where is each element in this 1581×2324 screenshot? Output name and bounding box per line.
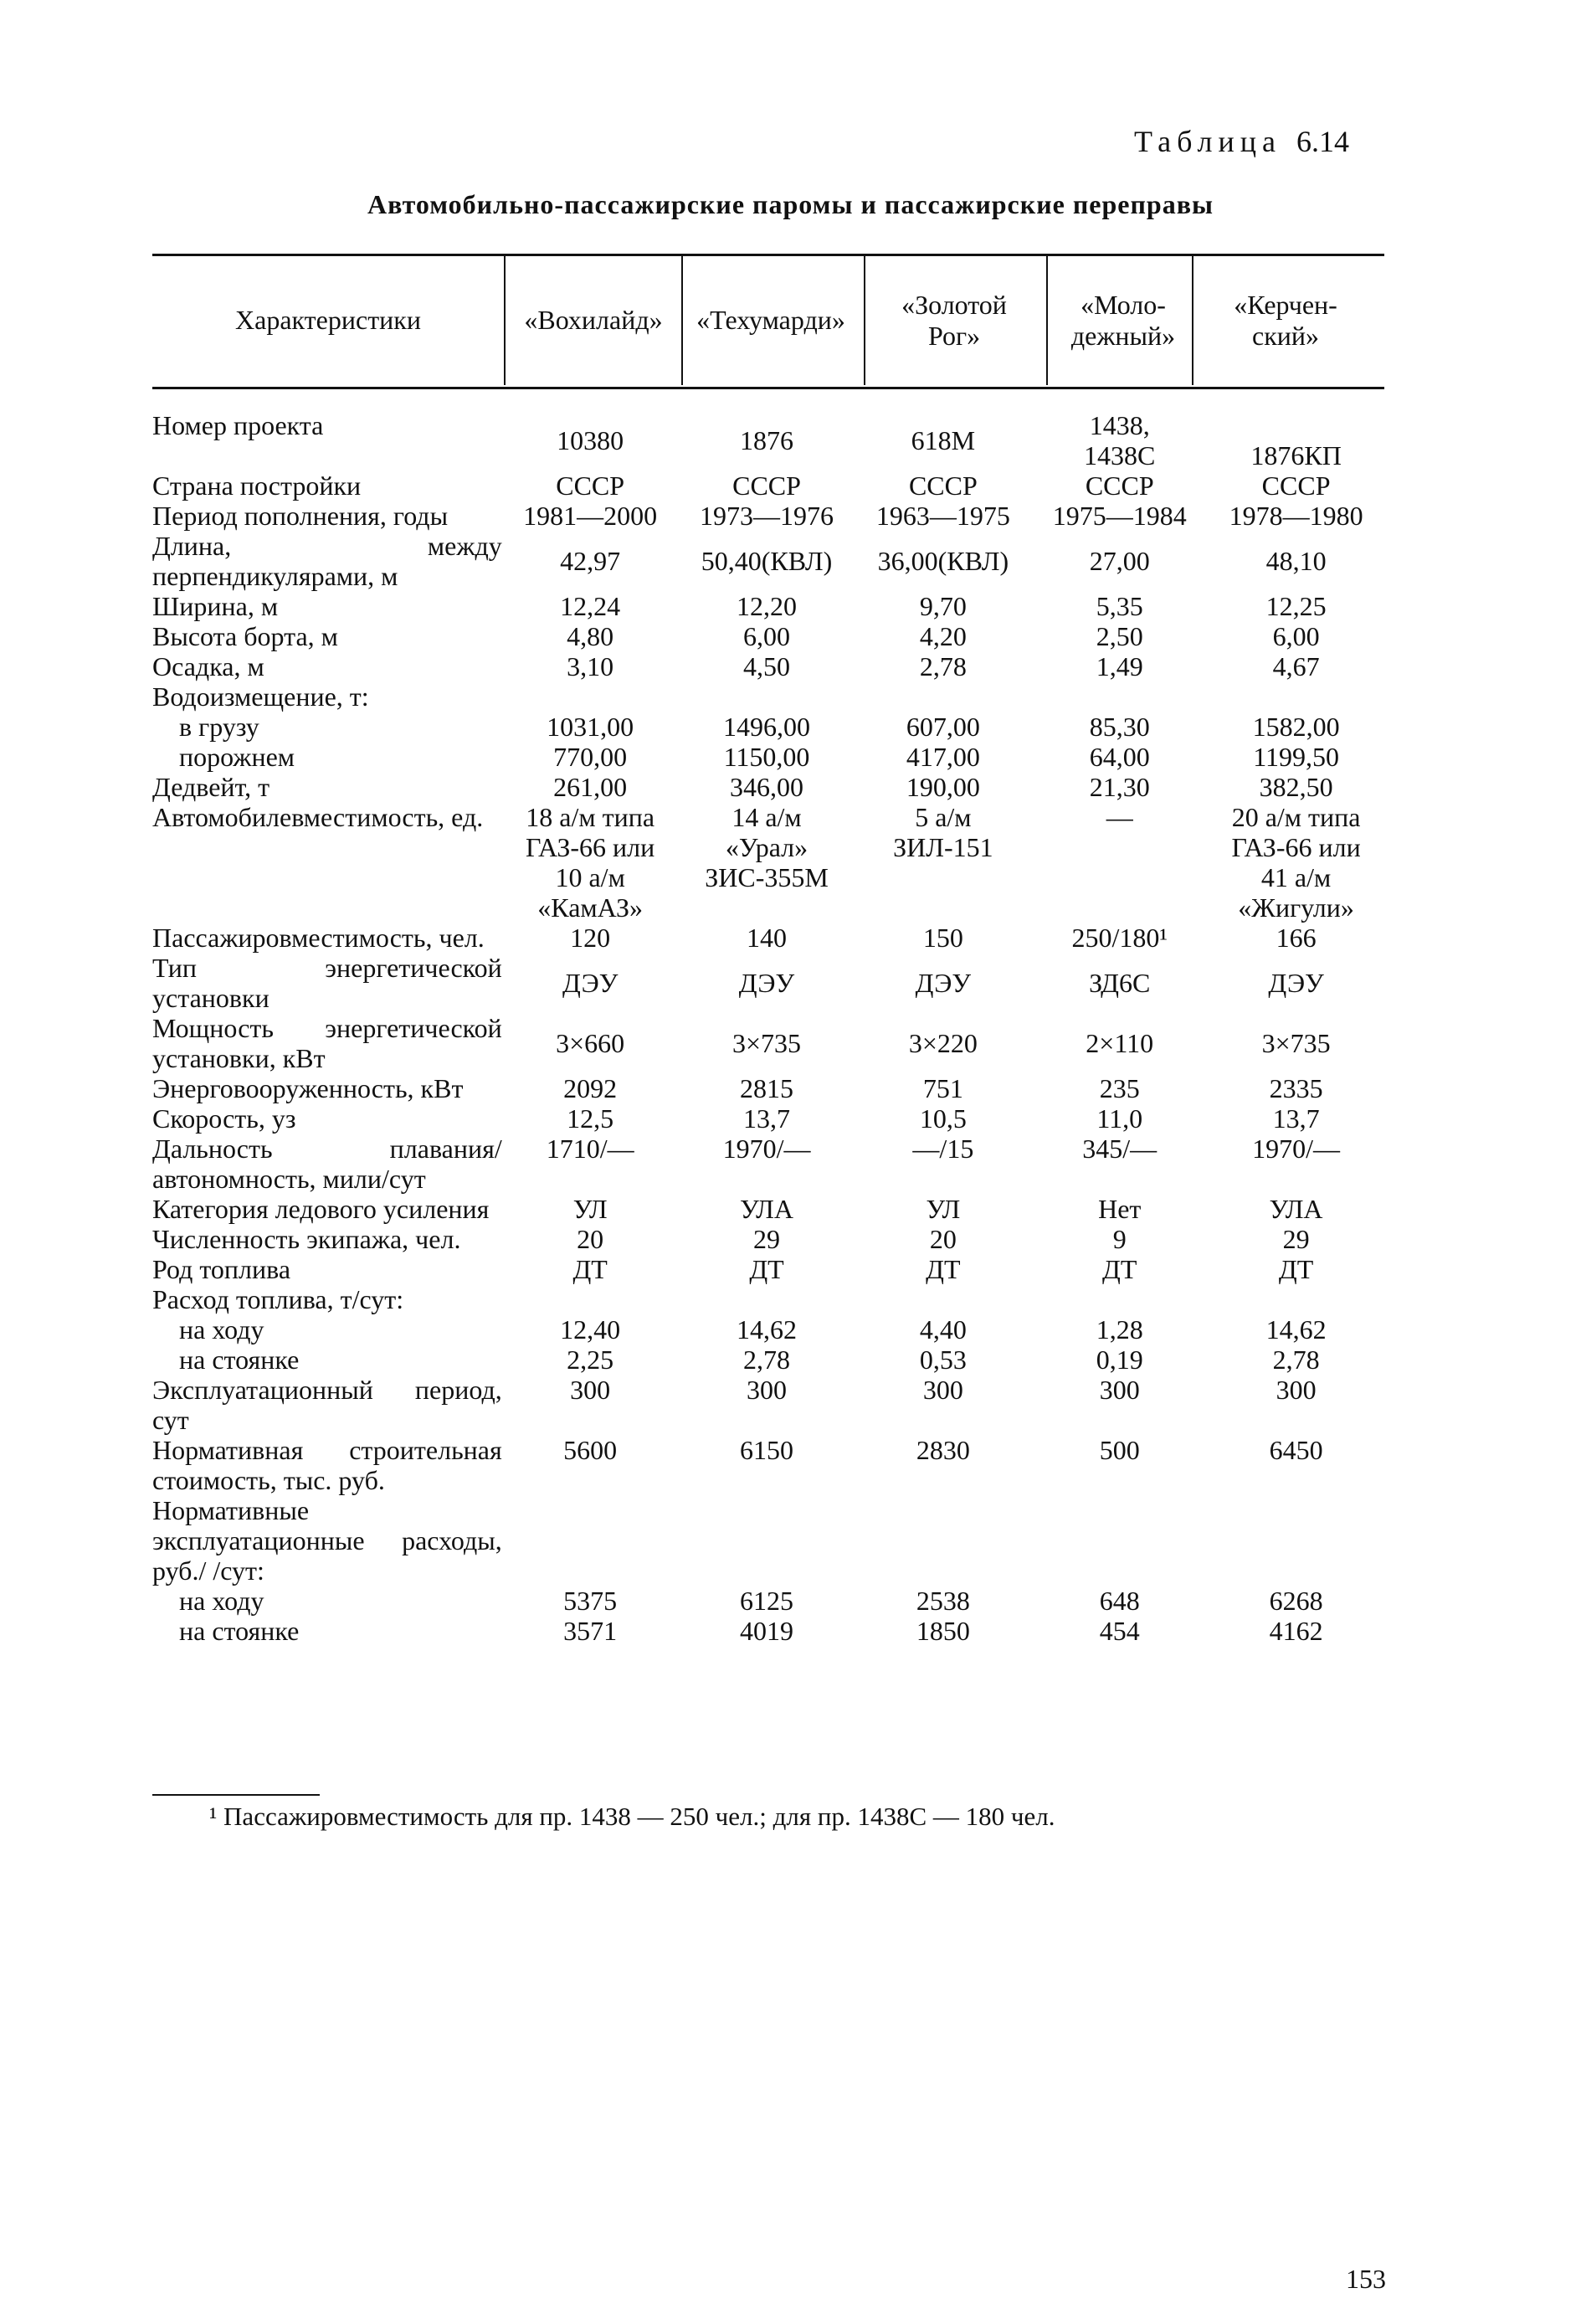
row-value: 27,00: [1089, 546, 1150, 576]
row-label: Дедвейт, т: [152, 772, 270, 802]
row-label: Тип энергетической установки: [152, 953, 502, 1013]
row-value: 10,5: [919, 1103, 967, 1134]
row-label: Нормативная строительная стоимость, тыс. руб.: [152, 1435, 502, 1495]
row-label: Дальность плавания/автономность, мили/сут: [152, 1134, 502, 1194]
table-row: [152, 1345, 1384, 1375]
column-header-tehumardi: «Техумарди»: [696, 305, 845, 336]
table-row: [152, 1375, 1384, 1435]
column-header-characteristics: Характеристики: [235, 305, 421, 336]
row-value: 751: [922, 1073, 963, 1103]
row-value: 3×660: [556, 1028, 625, 1058]
footnote: ¹ Пассажировместимость для пр. 1438 — 250 чел.; для пр. 1438С — 180 чел.: [209, 1802, 1055, 1831]
row-value: 6,00: [1272, 621, 1320, 651]
row-label: Страна постройки: [152, 470, 362, 501]
row-value: [1208, 1495, 1384, 1586]
row-value: СССР: [556, 470, 625, 501]
row-label: Род топлива: [152, 1254, 291, 1284]
row-value: 2,25: [567, 1345, 614, 1375]
column-header-zolotoi-rog: «Золотой Рог»: [901, 289, 1007, 351]
table-row: [152, 410, 1384, 470]
row-value: —/15: [912, 1134, 974, 1164]
row-value: 2092: [563, 1073, 618, 1103]
table-row: [152, 501, 1384, 531]
row-value: 2,78: [743, 1345, 791, 1375]
row-value: 29: [753, 1224, 780, 1254]
row-value: ДЭУ: [562, 968, 619, 998]
table-row: [152, 1134, 1384, 1194]
row-value: [679, 1495, 855, 1586]
row-value: [1208, 1284, 1384, 1314]
row-value: 300: [922, 1375, 963, 1405]
row-value: СССР: [732, 470, 801, 501]
row-value: 235: [1099, 1073, 1140, 1103]
table-row: [152, 953, 1384, 1013]
column-header-kerchensky: «Керчен-ский»: [1234, 289, 1337, 351]
header-bottom-rule: [152, 387, 1384, 389]
table-label: [1134, 124, 1349, 159]
row-value: 1199,50: [1253, 742, 1339, 772]
row-value: 190,00: [906, 772, 980, 802]
row-label: Осадка, м: [152, 651, 264, 681]
row-value: 11,0: [1096, 1103, 1143, 1134]
row-value: 36,00(КВЛ): [877, 546, 1009, 576]
row-value: [1208, 681, 1384, 712]
row-value: 4,20: [919, 621, 967, 651]
row-value: 1876: [740, 425, 793, 455]
table-row: [152, 802, 1384, 923]
row-value: 300: [747, 1375, 787, 1405]
row-value: 4,40: [919, 1314, 967, 1345]
row-value: 454: [1099, 1616, 1140, 1646]
row-value: 2,78: [1272, 1345, 1320, 1375]
row-value: ДТ: [1278, 1254, 1314, 1284]
row-value: 500: [1099, 1435, 1140, 1465]
row-value: 12,40: [560, 1314, 621, 1345]
row-value: 1970/—: [1252, 1134, 1341, 1164]
row-value: УЛА: [740, 1194, 793, 1224]
row-value: 382,50: [1259, 772, 1333, 802]
row-value: 300: [1276, 1375, 1317, 1405]
row-label: Энерговооруженность, кВт: [152, 1073, 464, 1103]
table-row: [152, 1224, 1384, 1254]
row-value: 5375: [563, 1586, 618, 1616]
table-row: [152, 1586, 1384, 1616]
row-value: 85,30: [1089, 712, 1150, 742]
row-value: 13,7: [1272, 1103, 1320, 1134]
row-value: [855, 681, 1031, 712]
column-divider: [1192, 255, 1193, 385]
table-row: [152, 923, 1384, 953]
row-label: Нормативные эксплуатационные расходы, руб./ /сут:: [152, 1495, 502, 1586]
row-value: 648: [1099, 1586, 1140, 1616]
row-value: 12,25: [1265, 591, 1327, 621]
row-value: 5 а/м ЗИЛ-151: [893, 802, 993, 862]
row-value: ДТ: [572, 1254, 608, 1284]
row-value: 1496,00: [723, 712, 811, 742]
row-value: 14,62: [1265, 1314, 1327, 1345]
row-label: Пассажировместимость, чел.: [152, 923, 485, 953]
row-value: [679, 1284, 855, 1314]
row-value: 1150,00: [723, 742, 810, 772]
row-label: Численность экипажа, чел.: [152, 1224, 461, 1254]
row-value: 6150: [740, 1435, 793, 1465]
row-value: 2335: [1269, 1073, 1323, 1103]
table-body: [152, 410, 1384, 1646]
row-value: 1850: [916, 1616, 970, 1646]
row-value: 6125: [740, 1586, 794, 1616]
table-row: [152, 1495, 1384, 1586]
row-value: ДЭУ: [915, 968, 972, 998]
row-value: 0,19: [1096, 1345, 1143, 1375]
row-value: 1970/—: [722, 1134, 811, 1164]
row-value: 1975—1984: [1052, 501, 1187, 531]
row-value: 1,49: [1096, 651, 1143, 681]
row-value: 1582,00: [1252, 712, 1340, 742]
row-value: 417,00: [906, 742, 980, 772]
row-value: 4162: [1269, 1616, 1323, 1646]
page-number: 153: [1346, 2264, 1386, 2294]
row-value: 3,10: [567, 651, 614, 681]
table-row: [152, 1314, 1384, 1345]
column-divider: [1046, 255, 1048, 385]
row-label: Водоизмещение, т:: [152, 681, 369, 712]
row-label: Длина, между перпендикулярами, м: [152, 531, 502, 591]
row-value: 5,35: [1096, 591, 1143, 621]
row-label: Эксплуатационный период, сут: [152, 1375, 502, 1435]
row-value: 150: [922, 923, 963, 953]
row-value: 345/—: [1082, 1134, 1158, 1164]
row-value: 48,10: [1265, 546, 1327, 576]
row-value: 20: [929, 1224, 957, 1254]
row-value: —: [1106, 802, 1133, 832]
row-value: СССР: [908, 470, 978, 501]
row-value: 1,28: [1096, 1314, 1143, 1345]
row-label: на стоянке: [179, 1345, 300, 1375]
row-value: [855, 1495, 1031, 1586]
row-value: 29: [1282, 1224, 1310, 1254]
row-value: 21,30: [1089, 772, 1150, 802]
row-value: 2×110: [1086, 1028, 1154, 1058]
row-value: 12,24: [560, 591, 621, 621]
row-label: Высота борта, м: [152, 621, 338, 651]
table-row: [152, 712, 1384, 742]
row-value: 4,67: [1272, 651, 1320, 681]
row-label: Ширина, м: [152, 591, 279, 621]
table-row: [152, 621, 1384, 651]
row-value: [679, 681, 855, 712]
row-value: 3×735: [731, 1028, 802, 1058]
row-value: [855, 1284, 1031, 1314]
row-value: 261,00: [553, 772, 628, 802]
row-value: [502, 1495, 679, 1586]
row-value: 1973—1976: [700, 501, 834, 531]
row-value: 6,00: [743, 621, 790, 651]
table-row: [152, 1194, 1384, 1224]
row-value: 300: [1099, 1375, 1140, 1405]
row-value: УЛ: [572, 1194, 608, 1224]
row-value: [502, 681, 679, 712]
row-label: порожнем: [179, 742, 295, 772]
row-label: на ходу: [179, 1586, 264, 1616]
row-value: ЗД6С: [1089, 968, 1151, 998]
table-row: [152, 1103, 1384, 1134]
row-value: 120: [570, 923, 611, 953]
row-value: 1710/—: [546, 1134, 634, 1164]
row-value: 12,5: [567, 1103, 614, 1134]
table-label-word: Таблица: [1134, 125, 1281, 158]
row-value: 1031,00: [547, 712, 634, 742]
row-value: ДЭУ: [738, 968, 795, 998]
row-value: 6268: [1269, 1586, 1323, 1616]
row-label: на стоянке: [179, 1616, 300, 1646]
row-value: СССР: [1261, 470, 1331, 501]
row-label: в грузу: [179, 712, 259, 742]
row-value: 5600: [563, 1435, 618, 1465]
row-label: Автомобилевместимость, ед.: [152, 802, 484, 832]
table-row: [152, 1254, 1384, 1284]
table-row: [152, 1284, 1384, 1314]
table-row: [152, 1616, 1384, 1646]
table-row: [152, 1013, 1384, 1073]
row-label: Расход топлива, т/сут:: [152, 1284, 404, 1314]
row-label: на ходу: [179, 1314, 264, 1345]
row-value: 3×735: [1261, 1028, 1331, 1058]
row-value: УЛА: [1269, 1194, 1323, 1224]
table-row: [152, 591, 1384, 621]
row-value: 20 а/м типа ГАЗ-66 или 41 а/м «Жигули»: [1231, 802, 1361, 923]
row-value: Нет: [1098, 1194, 1142, 1224]
table-title: Автомобильно-пассажирские паромы и пассажирские переправы: [367, 189, 1214, 219]
row-value: ДТ: [1102, 1254, 1137, 1284]
row-value: 13,7: [743, 1103, 790, 1134]
row-value: 9,70: [919, 591, 967, 621]
column-header-vohilaid: «Вохилайд»: [524, 305, 663, 336]
row-value: 1963—1975: [875, 501, 1010, 531]
row-value: 10380: [557, 425, 624, 455]
row-value: 1876КП: [1250, 440, 1342, 470]
row-value: 300: [570, 1375, 611, 1405]
row-value: 14 а/м «Урал» ЗИС-355М: [705, 802, 829, 892]
row-value: 64,00: [1089, 742, 1150, 772]
row-label: Категория ледового усиления: [152, 1194, 490, 1224]
column-divider: [864, 255, 865, 385]
row-value: 346,00: [730, 772, 803, 802]
row-value: 14,62: [737, 1314, 798, 1345]
row-value: 2,78: [919, 651, 967, 681]
row-value: [1031, 1495, 1208, 1586]
row-label: Период пополнения, годы: [152, 501, 449, 531]
row-value: 18 а/м типа ГАЗ-66 или 10 а/м «КамАЗ»: [526, 802, 655, 923]
row-value: УЛ: [926, 1194, 961, 1224]
column-header-molodezhny: «Моло-дежный»: [1070, 289, 1176, 351]
row-value: 1978—1980: [1229, 501, 1363, 531]
row-value: 0,53: [919, 1345, 967, 1375]
row-value: 1438, 1438С: [1084, 410, 1156, 470]
row-value: ДЭУ: [1268, 968, 1324, 998]
row-value: 50,40(КВЛ): [701, 546, 833, 576]
row-value: 250/180¹: [1071, 923, 1168, 953]
row-value: 2,50: [1096, 621, 1143, 651]
row-value: 4,50: [743, 651, 790, 681]
table-number: 6.14: [1296, 125, 1349, 158]
row-value: 2815: [740, 1073, 793, 1103]
row-value: 12,20: [737, 591, 797, 621]
row-value: ДТ: [749, 1254, 784, 1284]
table-row: [152, 1073, 1384, 1103]
row-value: 3×220: [908, 1028, 978, 1058]
row-value: 140: [747, 923, 787, 953]
row-value: ДТ: [926, 1254, 961, 1284]
table-row: [152, 1435, 1384, 1495]
row-value: 1981—2000: [523, 501, 658, 531]
row-value: [1031, 681, 1208, 712]
row-value: [502, 1284, 679, 1314]
row-label: Мощность энергетической установки, кВт: [152, 1013, 502, 1073]
table-row: [152, 651, 1384, 681]
row-label: Скорость, уз: [152, 1103, 296, 1134]
row-value: 770,00: [553, 742, 628, 772]
footnote-rule: [152, 1794, 320, 1796]
row-value: 42,97: [560, 546, 621, 576]
row-value: 3571: [563, 1616, 618, 1646]
row-value: 4019: [740, 1616, 794, 1646]
row-value: 166: [1276, 923, 1317, 953]
table-row: [152, 681, 1384, 712]
row-value: 2538: [916, 1586, 970, 1616]
table-row: [152, 742, 1384, 772]
row-label: Номер проекта: [152, 410, 324, 440]
row-value: 6450: [1269, 1435, 1323, 1465]
row-value: 20: [577, 1224, 604, 1254]
table-row: [152, 531, 1384, 591]
row-value: 4,80: [567, 621, 614, 651]
table-row: [152, 772, 1384, 802]
row-value: [1031, 1284, 1208, 1314]
row-value: СССР: [1085, 470, 1154, 501]
table-row: [152, 470, 1384, 501]
row-value: 9: [1112, 1224, 1127, 1254]
row-value: 2830: [916, 1435, 970, 1465]
row-value: 618М: [911, 425, 976, 455]
row-value: 607,00: [906, 712, 980, 742]
